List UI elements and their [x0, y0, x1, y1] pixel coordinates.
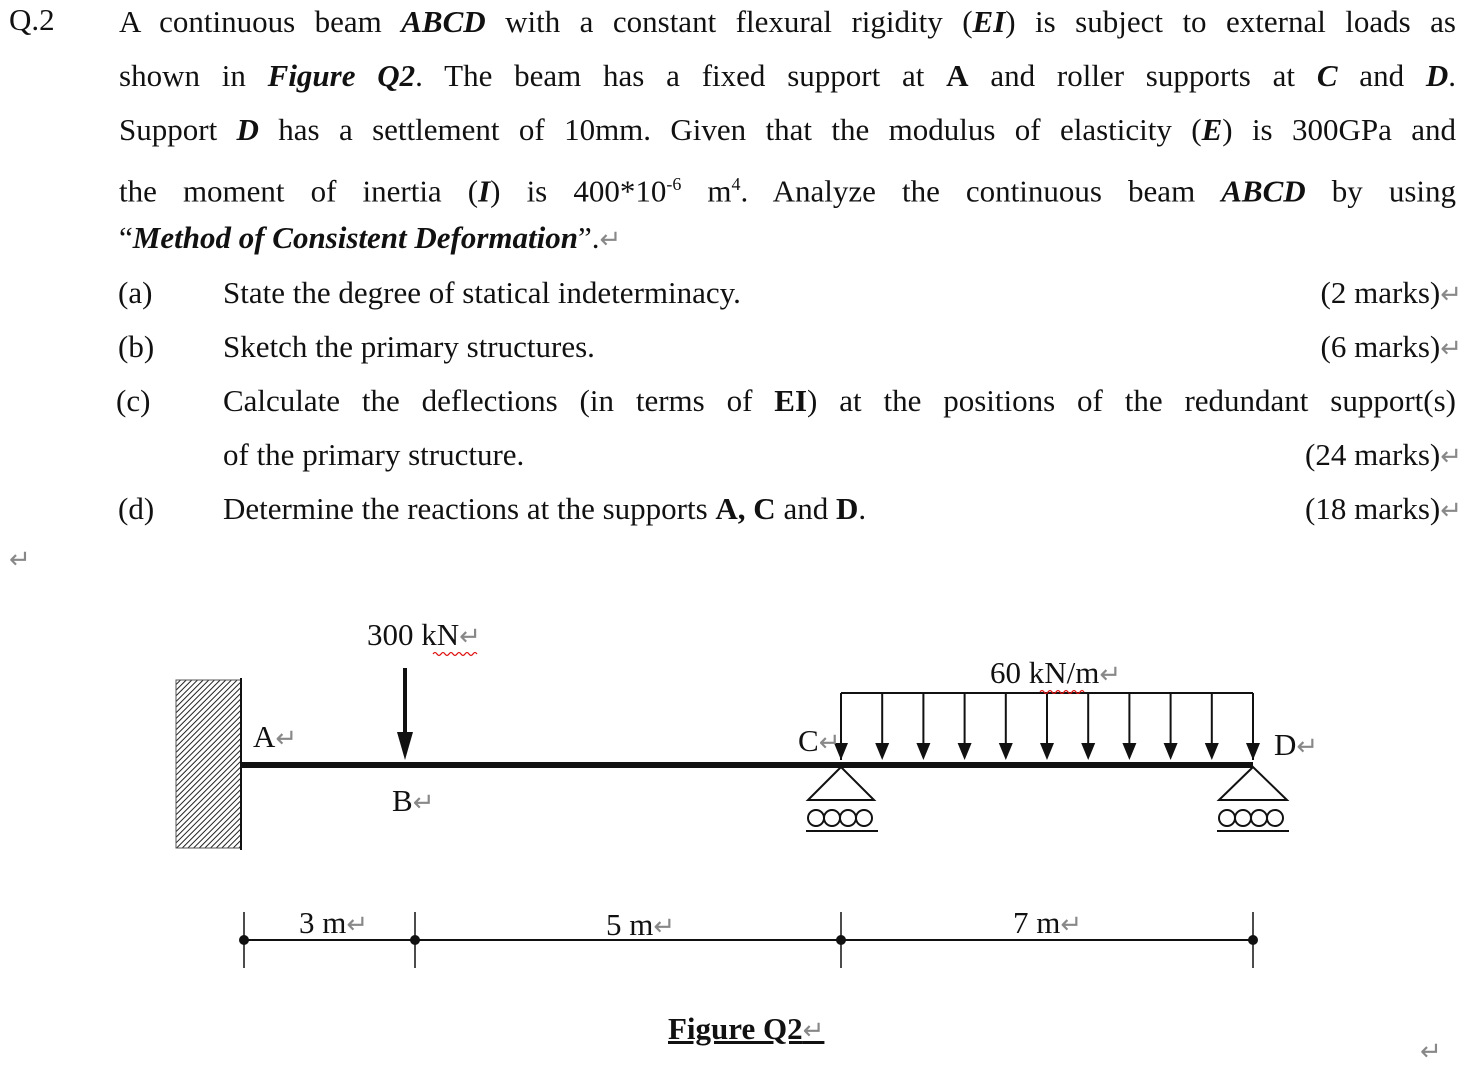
roller-support-d [1217, 767, 1289, 831]
udl-arrows [834, 693, 1260, 760]
support-c: C [1316, 58, 1338, 93]
part-label: (b) [118, 329, 155, 364]
fixed-support-hatch [176, 680, 241, 848]
exponent: -6 [666, 174, 682, 194]
point-load-label: 300 kN↵ [367, 617, 481, 652]
part-marks: (2 marks)↵ [1320, 275, 1462, 310]
method-name: Method of Consistent Deformation [132, 220, 579, 255]
figure-ref: Figure Q2 [267, 58, 416, 93]
support-a: A [946, 58, 969, 93]
text: . The beam has a fixed support at [415, 58, 947, 93]
udl-arrow-head [1081, 743, 1095, 760]
dimension-label: 3 m↵ [299, 905, 369, 940]
text: Support [119, 112, 237, 147]
part-text: Calculate the deflections (in terms of EI) at the positions of the redundant support(s) [223, 383, 1456, 418]
paragraph-mark: ↵ [599, 225, 622, 254]
text: A continuous beam [119, 4, 402, 39]
support-d: D [1425, 58, 1449, 93]
part-label: (c) [116, 383, 151, 418]
text: shown in [119, 58, 268, 93]
text: . [1448, 58, 1456, 93]
part-text: State the degree of statical indeterminacy. [223, 275, 741, 310]
beam-name: ABCD [1221, 173, 1306, 209]
udl-arrow-head [1205, 743, 1219, 760]
label-d: D↵ [1274, 727, 1319, 762]
udl-arrow-head [999, 743, 1013, 760]
part-label: (a) [118, 275, 153, 310]
question-number: Q.2 [9, 2, 55, 37]
text: ) is 400*10 [490, 173, 667, 209]
symbol-i: I [478, 173, 491, 209]
text: ) is 300GPa and [1222, 112, 1456, 147]
dimension-dot [836, 935, 846, 945]
label-c: C↵ [798, 723, 841, 758]
text: with a constant flexural rigidity ( [485, 4, 973, 39]
udl-label: 60 kN/m↵ [990, 655, 1122, 690]
label-b: B↵ [392, 783, 435, 818]
paragraph-mark: ↵ [9, 545, 31, 574]
point-load-arrowhead [397, 732, 413, 760]
udl-arrow-head [1122, 743, 1136, 760]
dimension-dot [1248, 935, 1258, 945]
beam-name: ABCD [401, 4, 486, 39]
symbol-ei: EI [972, 4, 1006, 39]
text: ”. [578, 220, 600, 255]
text: . Analyze the continuous beam [740, 173, 1222, 209]
paragraph-mark: ↵ [1420, 1037, 1442, 1066]
text: and [1337, 58, 1426, 93]
text: ) is subject to external loads as [1005, 4, 1457, 39]
udl-arrow-head [1246, 743, 1260, 760]
text: has a settlement of 10mm. Given that the modulus of elasticity ( [258, 112, 1202, 147]
text: “ [119, 220, 133, 255]
udl-arrow-head [875, 743, 889, 760]
part-label: (d) [118, 491, 155, 526]
part-text: Determine the reactions at the supports A, C and D. [223, 491, 867, 526]
text: by using [1305, 173, 1456, 209]
text: m [681, 173, 732, 209]
udl-arrow-head [1164, 743, 1178, 760]
support-d: D [236, 112, 259, 147]
part-text: of the primary structure. [223, 437, 525, 472]
figure-caption: Figure Q2↵ [668, 1011, 825, 1046]
udl-arrow-head [958, 743, 972, 760]
text: and roller supports at [968, 58, 1317, 93]
dimension-dot [410, 935, 420, 945]
roller-support-c [806, 767, 878, 831]
dimension-label: 7 m↵ [1013, 905, 1083, 940]
part-text: Sketch the primary structures. [223, 329, 595, 364]
udl-arrow-head [1040, 743, 1054, 760]
udl-arrow-head [916, 743, 930, 760]
text: the moment of inertia ( [119, 173, 479, 209]
label-a: A↵ [253, 719, 298, 754]
part-marks: (6 marks)↵ [1320, 329, 1462, 364]
exponent: 4 [731, 174, 741, 194]
part-marks: (18 marks)↵ [1305, 491, 1462, 526]
dimension-dot [239, 935, 249, 945]
dimension-label: 5 m↵ [606, 907, 676, 942]
part-marks: (24 marks)↵ [1305, 437, 1462, 472]
symbol-e: E [1201, 112, 1223, 147]
